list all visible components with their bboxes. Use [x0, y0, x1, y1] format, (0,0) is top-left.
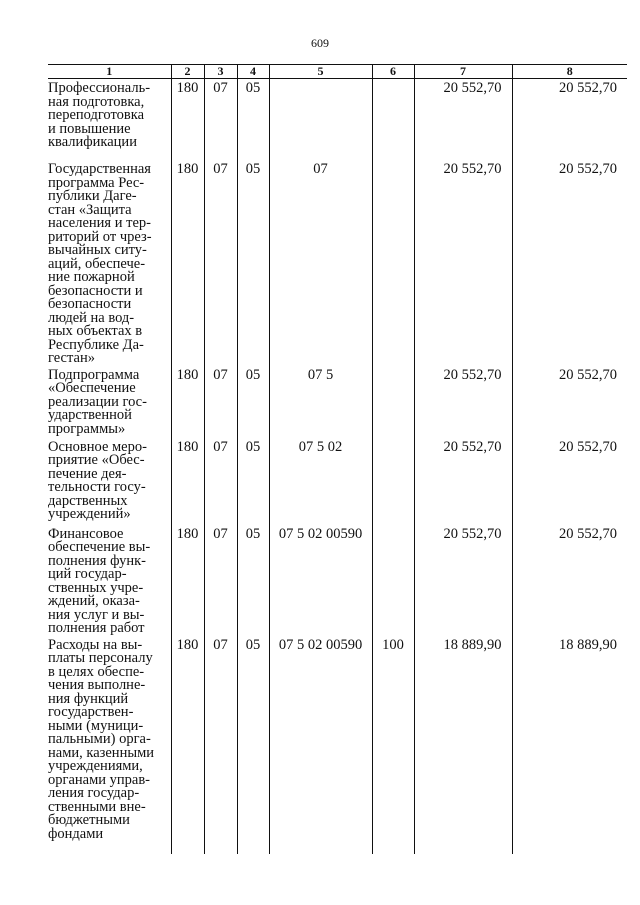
amount-7: 20 552,70 — [414, 366, 512, 438]
code-5: 07 5 — [269, 366, 372, 438]
code-4: 05 — [237, 79, 269, 161]
code-6 — [372, 79, 414, 161]
amount-8: 20 552,70 — [512, 160, 627, 366]
code-4: 05 — [237, 366, 269, 438]
row-name: Подпрограмма «Обеспечение реализации гос- ударственной программы» — [48, 366, 171, 438]
code-6 — [372, 160, 414, 366]
amount-7: 20 552,70 — [414, 160, 512, 366]
column-header-4: 4 — [237, 65, 269, 79]
table-row — [48, 438, 627, 525]
amount-7: 20 552,70 — [414, 438, 512, 525]
amount-8: 20 552,70 — [512, 438, 627, 525]
code-6 — [372, 366, 414, 438]
table-body — [48, 79, 627, 854]
row-name: Финансовое обеспечение вы- полнения функ- ций государ- ственных учре- ждений, оказа- ния услуг и вы- полнения работ — [48, 525, 171, 636]
header-row — [48, 65, 627, 79]
code-6 — [372, 525, 414, 636]
column-header-6: 6 — [372, 65, 414, 79]
amount-7: 20 552,70 — [414, 79, 512, 161]
code-2: 180 — [171, 366, 204, 438]
amount-8: 20 552,70 — [512, 79, 627, 161]
table-row — [48, 636, 627, 854]
column-header-3: 3 — [204, 65, 237, 79]
code-3: 07 — [204, 438, 237, 525]
code-4: 05 — [237, 636, 269, 854]
amount-7: 20 552,70 — [414, 525, 512, 636]
amount-8: 18 889,90 — [512, 636, 627, 854]
code-4: 05 — [237, 160, 269, 366]
page-number: 609 — [311, 36, 329, 50]
amount-8: 20 552,70 — [512, 525, 627, 636]
code-2: 180 — [171, 438, 204, 525]
column-header-1: 1 — [48, 65, 171, 79]
table-row — [48, 366, 627, 438]
row-name: Профессиональ- ная подготовка, переподготовка и повышение квалификации — [48, 79, 171, 161]
code-6: 100 — [372, 636, 414, 854]
code-2: 180 — [171, 636, 204, 854]
code-5 — [269, 79, 372, 161]
code-3: 07 — [204, 366, 237, 438]
column-header-2: 2 — [171, 65, 204, 79]
row-name: Государственная программа Рес- публики Даге- стан «Защита населения и тер- риторий от чрез- вычайных ситу- аций, обеспече- ние пожарной безопасности и безопасности людей на вод- ных объектах в Республике Да- гестан» — [48, 160, 171, 366]
column-header-8: 8 — [512, 65, 627, 79]
table-row — [48, 525, 627, 636]
amount-8: 20 552,70 — [512, 366, 627, 438]
column-header-5: 5 — [269, 65, 372, 79]
code-4: 05 — [237, 525, 269, 636]
code-2: 180 — [171, 525, 204, 636]
code-6 — [372, 438, 414, 525]
code-5: 07 5 02 00590 — [269, 525, 372, 636]
table-header — [48, 65, 627, 79]
code-3: 07 — [204, 79, 237, 161]
column-header-7: 7 — [414, 65, 512, 79]
table-row — [48, 79, 627, 161]
code-5: 07 — [269, 160, 372, 366]
amount-7: 18 889,90 — [414, 636, 512, 854]
row-name: Основное меро- приятие «Обес- печение дея- тельности госу- дарственных учреждений» — [48, 438, 171, 525]
code-3: 07 — [204, 525, 237, 636]
code-3: 07 — [204, 636, 237, 854]
budget-table — [48, 64, 627, 854]
code-2: 180 — [171, 160, 204, 366]
code-3: 07 — [204, 160, 237, 366]
table-row — [48, 160, 627, 366]
code-4: 05 — [237, 438, 269, 525]
code-2: 180 — [171, 79, 204, 161]
code-5: 07 5 02 00590 — [269, 636, 372, 854]
code-5: 07 5 02 — [269, 438, 372, 525]
row-name: Расходы на вы- платы персоналу в целях обеспе- чения выполне- ния функций государствен- ными (муници- пальными) орга- нами, казенными учреждениями, органами управ- ления государ- ственными вне- бюджетными фондами — [48, 636, 171, 854]
